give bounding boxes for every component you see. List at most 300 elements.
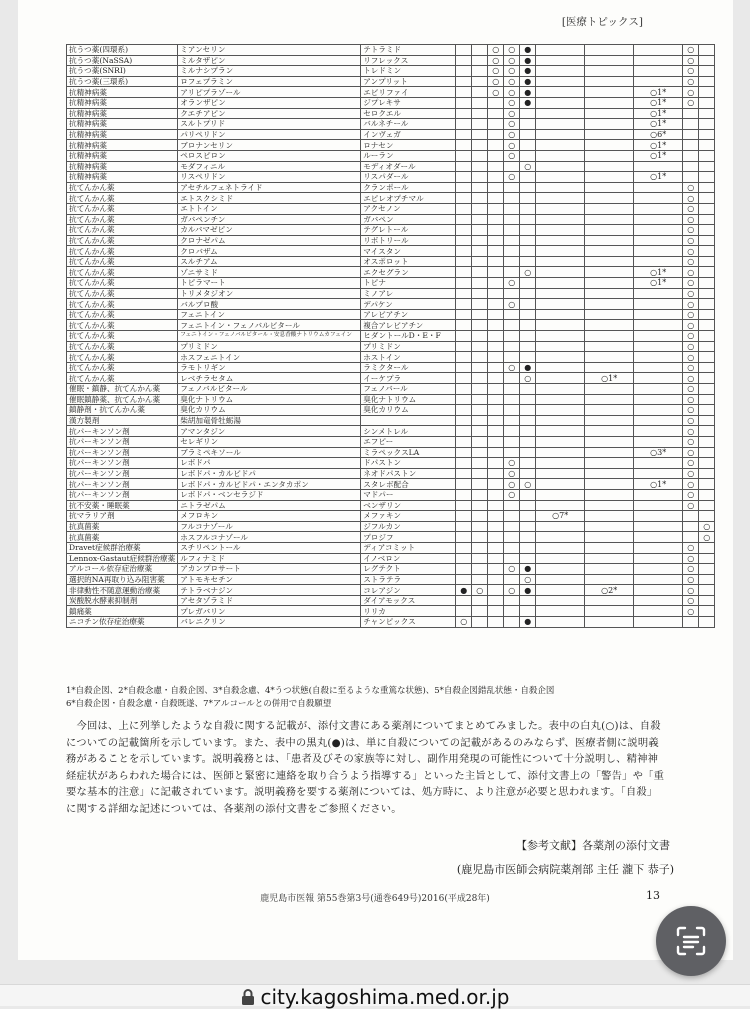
marker-cell — [504, 394, 520, 405]
brand-name-cell: レグテクト — [361, 564, 456, 575]
category-cell: 抗パーキンソン剤 — [67, 426, 178, 437]
marker-cell — [456, 352, 472, 363]
brand-name-cell: アンプリット — [361, 76, 456, 87]
marker-cell — [536, 500, 585, 511]
table-row — [67, 320, 715, 331]
marker-cell — [683, 161, 699, 172]
marker-cell — [699, 97, 715, 108]
marker-cell — [536, 161, 585, 172]
page-footer: 鹿児島市医報 第55巻第3号(通巻649号)2016(平成28年) — [260, 894, 490, 904]
marker-cell — [585, 140, 634, 151]
marker-cell — [699, 320, 715, 331]
brand-name-cell: ストラテラ — [361, 574, 456, 585]
table-row — [67, 394, 715, 405]
marker-cell: ○ — [683, 246, 699, 257]
generic-name-cell: プレガバリン — [178, 606, 361, 617]
brand-name-cell: ディアコミット — [361, 542, 456, 553]
marker-cell — [520, 436, 536, 447]
marker-cell — [472, 182, 488, 193]
marker-cell — [456, 362, 472, 373]
generic-name-cell: ゾニサミド — [178, 267, 361, 278]
generic-name-cell: レベチラセタム — [178, 373, 361, 384]
marker-cell — [520, 278, 536, 289]
marker-cell: ○ — [683, 214, 699, 225]
brand-name-cell: アクセノン — [361, 203, 456, 214]
marker-cell — [488, 542, 504, 553]
generic-name-cell: フェニトイン・フェノバルビタール — [178, 320, 361, 331]
marker-cell — [536, 606, 585, 617]
marker-cell — [634, 288, 683, 299]
marker-cell — [456, 267, 472, 278]
marker-cell: ○ — [683, 542, 699, 553]
marker-cell — [472, 129, 488, 140]
brand-name-cell: トレドミン — [361, 66, 456, 77]
marker-cell: ○ — [683, 97, 699, 108]
url-display[interactable] — [0, 985, 750, 1009]
marker-cell — [456, 246, 472, 257]
category-cell: 抗うつ薬(三環系) — [67, 76, 178, 87]
marker-cell: ○ — [683, 87, 699, 98]
brand-name-cell: ドパストン — [361, 458, 456, 469]
marker-cell — [536, 617, 585, 628]
marker-cell — [520, 331, 536, 342]
body-paragraph — [66, 718, 666, 817]
marker-cell: ○1* — [634, 119, 683, 130]
marker-cell — [456, 468, 472, 479]
category-cell: Dravet症候群治療薬 — [67, 542, 178, 553]
marker-cell — [683, 150, 699, 161]
marker-cell — [520, 426, 536, 437]
marker-cell — [585, 405, 634, 416]
marker-cell — [585, 278, 634, 289]
generic-name-cell: クロナゼパム — [178, 235, 361, 246]
marker-cell — [472, 235, 488, 246]
category-cell: 抗てんかん薬 — [67, 182, 178, 193]
marker-cell — [634, 585, 683, 596]
marker-cell — [585, 341, 634, 352]
generic-name-cell: カルバマゼピン — [178, 225, 361, 236]
marker-cell — [585, 97, 634, 108]
marker-cell: ○ — [504, 299, 520, 310]
marker-cell: ○ — [683, 606, 699, 617]
marker-cell — [488, 320, 504, 331]
marker-cell — [504, 606, 520, 617]
marker-cell — [456, 415, 472, 426]
marker-cell — [699, 352, 715, 363]
marker-cell: ○1* — [634, 87, 683, 98]
brand-name-cell: ネオドパストン — [361, 468, 456, 479]
marker-cell — [585, 45, 634, 56]
marker-cell — [456, 458, 472, 469]
brand-name-cell: ヒダントールD・E・F — [361, 331, 456, 342]
brand-name-cell: プロジフ — [361, 532, 456, 543]
marker-cell — [536, 172, 585, 183]
marker-cell — [472, 468, 488, 479]
marker-cell — [472, 87, 488, 98]
table-row — [67, 341, 715, 352]
category-cell: 抗てんかん薬 — [67, 352, 178, 363]
category-cell: 抗てんかん薬 — [67, 246, 178, 257]
marker-cell — [472, 426, 488, 437]
marker-cell — [488, 447, 504, 458]
table-row — [67, 87, 715, 98]
table-row — [67, 129, 715, 140]
marker-cell: ○ — [456, 617, 472, 628]
marker-cell: ○ — [683, 468, 699, 479]
marker-cell — [520, 288, 536, 299]
marker-cell — [520, 415, 536, 426]
brand-name-cell: リリカ — [361, 606, 456, 617]
marker-cell — [488, 458, 504, 469]
marker-cell — [634, 553, 683, 564]
marker-cell — [504, 405, 520, 416]
brand-name-cell: テトラミド — [361, 45, 456, 56]
marker-cell — [536, 246, 585, 257]
marker-cell — [536, 415, 585, 426]
marker-cell — [456, 193, 472, 204]
generic-name-cell: 柴胡加竜骨牡蛎湯 — [178, 415, 361, 426]
generic-name-cell: ニトラゼパム — [178, 500, 361, 511]
table-row — [67, 447, 715, 458]
marker-cell — [585, 595, 634, 606]
marker-cell — [536, 362, 585, 373]
marker-cell — [488, 511, 504, 522]
marker-cell: ○ — [504, 55, 520, 66]
marker-cell — [683, 511, 699, 522]
marker-cell — [634, 532, 683, 543]
table-row — [67, 352, 715, 363]
marker-cell: ○ — [683, 267, 699, 278]
marker-cell — [520, 500, 536, 511]
marker-cell — [520, 140, 536, 151]
marker-cell — [520, 225, 536, 236]
marker-cell — [472, 394, 488, 405]
marker-cell — [472, 225, 488, 236]
generic-name-cell: レボドパ・カルビドパ・エンタカポン — [178, 479, 361, 490]
url-text: city.kagoshima.med.or.jp — [260, 985, 510, 1009]
brand-name-cell: オスポロット — [361, 256, 456, 267]
category-cell: 抗精神病薬 — [67, 108, 178, 119]
generic-name-cell: トリメタジオン — [178, 288, 361, 299]
marker-cell — [488, 278, 504, 289]
category-cell: 鎮痛薬 — [67, 606, 178, 617]
marker-cell: ○ — [504, 362, 520, 373]
marker-cell: ○ — [488, 55, 504, 66]
marker-cell — [536, 76, 585, 87]
table-row — [67, 426, 715, 437]
marker-cell — [585, 394, 634, 405]
marker-cell — [456, 161, 472, 172]
marker-cell — [504, 521, 520, 532]
marker-cell — [634, 45, 683, 56]
author-line: (鹿児島市医師会病院薬剤部 主任 瀧下 恭子) — [456, 863, 674, 876]
marker-cell — [634, 331, 683, 342]
generic-name-cell: アトモキセチン — [178, 574, 361, 585]
marker-cell — [472, 299, 488, 310]
marker-cell — [634, 394, 683, 405]
marker-cell — [699, 193, 715, 204]
marker-cell — [585, 172, 634, 183]
marker-cell — [585, 447, 634, 458]
brand-name-cell: デパケン — [361, 299, 456, 310]
marker-cell: ○ — [683, 299, 699, 310]
generic-name-cell: フェノバルビタール — [178, 384, 361, 395]
marker-cell — [456, 532, 472, 543]
marker-cell: ○ — [683, 479, 699, 490]
brand-name-cell: トピナ — [361, 278, 456, 289]
marker-cell — [488, 362, 504, 373]
marker-cell — [699, 331, 715, 342]
marker-cell — [456, 542, 472, 553]
brand-name-cell: エクセグラン — [361, 267, 456, 278]
marker-cell — [488, 140, 504, 151]
brand-name-cell: リスパダール — [361, 172, 456, 183]
marker-cell — [472, 405, 488, 416]
marker-cell — [634, 458, 683, 469]
marker-cell: ○ — [488, 66, 504, 77]
marker-cell: ○ — [683, 288, 699, 299]
marker-cell: ○ — [488, 87, 504, 98]
marker-cell — [472, 66, 488, 77]
marker-cell — [699, 500, 715, 511]
marker-cell — [488, 585, 504, 596]
marker-cell — [699, 309, 715, 320]
generic-name-cell: ブロナンセリン — [178, 140, 361, 151]
marker-cell — [536, 214, 585, 225]
marker-cell — [504, 384, 520, 395]
marker-cell — [456, 553, 472, 564]
marker-cell — [456, 384, 472, 395]
marker-cell — [699, 55, 715, 66]
marker-cell — [520, 532, 536, 543]
category-cell: 抗精神病薬 — [67, 150, 178, 161]
marker-cell — [456, 309, 472, 320]
marker-cell — [634, 66, 683, 77]
marker-cell — [699, 362, 715, 373]
table-row — [67, 119, 715, 130]
marker-cell: ○ — [683, 235, 699, 246]
marker-cell — [699, 585, 715, 596]
generic-name-cell: ホスフェニトイン — [178, 352, 361, 363]
marker-cell — [488, 468, 504, 479]
category-cell: 催眠・鎮静、抗てんかん薬 — [67, 384, 178, 395]
brand-name-cell: ルーラン — [361, 150, 456, 161]
marker-cell — [456, 256, 472, 267]
category-cell: 抗てんかん薬 — [67, 278, 178, 289]
marker-cell — [520, 394, 536, 405]
brand-name-cell: ミラペックスLA — [361, 447, 456, 458]
generic-name-cell: リスペリドン — [178, 172, 361, 183]
table-row — [67, 246, 715, 257]
marker-cell — [634, 384, 683, 395]
marker-cell — [585, 564, 634, 575]
marker-cell: ● — [520, 97, 536, 108]
marker-cell — [699, 595, 715, 606]
marker-cell — [634, 405, 683, 416]
marker-cell — [699, 140, 715, 151]
marker-cell — [504, 511, 520, 522]
marker-cell — [456, 87, 472, 98]
marker-cell — [634, 426, 683, 437]
marker-cell — [504, 182, 520, 193]
marker-cell — [472, 172, 488, 183]
marker-cell — [472, 606, 488, 617]
table-row — [67, 235, 715, 246]
marker-cell — [472, 55, 488, 66]
marker-cell — [699, 119, 715, 130]
marker-cell — [634, 352, 683, 363]
marker-cell: ○ — [683, 362, 699, 373]
marker-cell — [472, 373, 488, 384]
marker-cell — [585, 150, 634, 161]
marker-cell — [536, 288, 585, 299]
marker-cell — [699, 394, 715, 405]
marker-cell: ○1* — [634, 108, 683, 119]
category-cell: 抗てんかん薬 — [67, 309, 178, 320]
marker-cell — [472, 362, 488, 373]
marker-cell — [634, 500, 683, 511]
marker-cell — [504, 320, 520, 331]
brand-name-cell: ミノアレ — [361, 288, 456, 299]
marker-cell — [585, 320, 634, 331]
table-row — [67, 511, 715, 522]
marker-cell — [456, 373, 472, 384]
marker-cell: ○ — [504, 278, 520, 289]
marker-cell — [504, 415, 520, 426]
marker-cell — [536, 532, 585, 543]
marker-cell: ○ — [520, 479, 536, 490]
brand-name-cell: ガバペン — [361, 214, 456, 225]
marker-cell — [585, 161, 634, 172]
marker-cell — [456, 140, 472, 151]
marker-cell: ○ — [520, 574, 536, 585]
generic-name-cell: スルチアム — [178, 256, 361, 267]
marker-cell — [699, 617, 715, 628]
marker-cell — [488, 309, 504, 320]
marker-cell — [520, 235, 536, 246]
category-cell: 漢方製剤 — [67, 415, 178, 426]
marker-cell: ○ — [504, 585, 520, 596]
category-cell: 抗うつ薬(四環系) — [67, 45, 178, 56]
marker-cell — [536, 97, 585, 108]
marker-cell — [585, 246, 634, 257]
marker-cell — [488, 214, 504, 225]
marker-cell — [456, 511, 472, 522]
marker-cell — [585, 225, 634, 236]
marker-cell — [488, 394, 504, 405]
marker-cell — [456, 108, 472, 119]
marker-cell — [472, 521, 488, 532]
table-row — [67, 256, 715, 267]
marker-cell: ○ — [504, 66, 520, 77]
category-cell: 抗精神病薬 — [67, 97, 178, 108]
marker-cell — [488, 384, 504, 395]
brand-name-cell: メファキン — [361, 511, 456, 522]
brand-name-cell: コレアジン — [361, 585, 456, 596]
category-cell: アルコール依存症治療薬 — [67, 564, 178, 575]
brand-name-cell: リボトリール — [361, 235, 456, 246]
marker-cell — [488, 193, 504, 204]
generic-name-cell: ブラミペキソール — [178, 447, 361, 458]
marker-cell: ● — [520, 362, 536, 373]
marker-cell — [488, 564, 504, 575]
table-row — [67, 574, 715, 585]
marker-cell — [634, 193, 683, 204]
marker-cell: ○ — [683, 405, 699, 416]
marker-cell — [472, 309, 488, 320]
marker-cell — [488, 150, 504, 161]
marker-cell — [456, 214, 472, 225]
marker-cell — [699, 415, 715, 426]
marker-cell — [456, 574, 472, 585]
marker-cell: ○ — [683, 564, 699, 575]
marker-cell — [634, 203, 683, 214]
marker-cell — [520, 299, 536, 310]
marker-cell — [634, 564, 683, 575]
marker-cell — [456, 172, 472, 183]
generic-name-cell: スチリペントール — [178, 542, 361, 553]
category-cell: 抗てんかん薬 — [67, 331, 178, 342]
marker-cell — [585, 267, 634, 278]
generic-name-cell: セレギリン — [178, 436, 361, 447]
section-tag: [医療トピックス] — [561, 16, 643, 28]
marker-cell: ○ — [683, 341, 699, 352]
marker-cell: ○3* — [634, 447, 683, 458]
category-cell: 催眠鎮静薬、抗てんかん薬 — [67, 394, 178, 405]
marker-cell — [488, 331, 504, 342]
marker-cell — [634, 606, 683, 617]
marker-cell — [504, 161, 520, 172]
marker-cell: ○ — [520, 267, 536, 278]
marker-cell — [472, 415, 488, 426]
brand-name-cell: マイスタン — [361, 246, 456, 257]
marker-cell — [504, 288, 520, 299]
marker-cell — [488, 235, 504, 246]
marker-cell: ○ — [683, 203, 699, 214]
brand-name-cell: エビリファイ — [361, 87, 456, 98]
marker-cell — [699, 436, 715, 447]
marker-cell — [699, 384, 715, 395]
text-scan-button[interactable] — [656, 906, 726, 976]
brand-name-cell: イーケプラ — [361, 373, 456, 384]
table-row — [67, 521, 715, 532]
text-scan-icon — [674, 924, 708, 958]
marker-cell: ○ — [504, 108, 520, 119]
marker-cell — [504, 617, 520, 628]
category-cell: 非律動性不随意運動治療薬 — [67, 585, 178, 596]
marker-cell — [683, 140, 699, 151]
brand-name-cell: イノベロン — [361, 553, 456, 564]
table-row — [67, 542, 715, 553]
marker-cell: ○ — [683, 256, 699, 267]
marker-cell: ○ — [504, 129, 520, 140]
marker-cell — [456, 606, 472, 617]
brand-name-cell: セロクエル — [361, 108, 456, 119]
marker-cell — [536, 564, 585, 575]
marker-cell: ○ — [683, 45, 699, 56]
category-cell: Lennox-Gastaut症候群治療薬 — [67, 553, 178, 564]
marker-cell — [472, 564, 488, 575]
marker-cell — [585, 458, 634, 469]
marker-cell — [488, 256, 504, 267]
footnote-line-1: 1*自殺企図、2*自殺念慮・自殺企図、3*自殺念慮、4*うつ状態(自殺に至るような重篤な状態)、5*自殺企図錯乱状態・自殺企図 — [66, 686, 555, 696]
lock-icon — [241, 989, 255, 1005]
marker-cell — [504, 246, 520, 257]
marker-cell: ● — [456, 585, 472, 596]
generic-name-cell: アカンプロサート — [178, 564, 361, 575]
marker-cell — [683, 532, 699, 543]
marker-cell — [699, 468, 715, 479]
